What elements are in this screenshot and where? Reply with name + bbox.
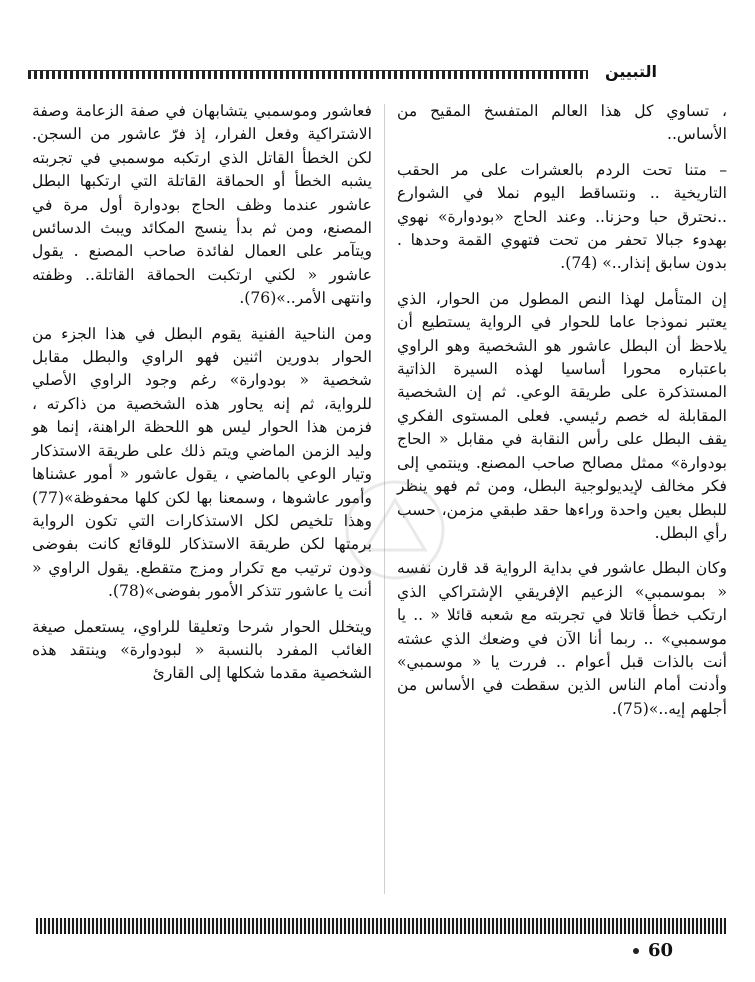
paragraph: وكان البطل عاشور في بداية الرواية قد قارن نفسه « بموسمبي» الزعيم الإفريقي الإشتراكي الذي ارتكب خطأ قاتلا في تجربته مع شعبه قائلا « .. يا موسمبي» .. ربما أنا الآن في وضعك الذي عشته أنت بالذات قبل أعوام .. فررت يا « موسمبي» وأدنت أمام الناس الذين سقطت في الأساس من أجلهم إيه..»(75). [397,559,727,718]
paragraph: فعاشور وموسمبي يتشابهان في صفة الزعامة وصفة الاشتراكية وفعل الفرار، إذ فرّ عاشور من السجن. لكن الخطأ القاتل الذي ارتكبه موسمبي في تجربته يشبه الخطأ أو الحماقة القاتلة التي ارتكبها البطل عاشور عندما وظف الحاج بودوارة أول مرة في المصنع، ومن ثم بدأ ينسج المكائد ويبث الدسائس ويتآمر على العمال لفائدة صاحب المصنع . يقول عاشور « لكني ارتكبت الحماقة القاتلة.. وظفته وانتهى الأمر..»(76). [32,102,372,308]
paragraph: ومن الناحية الفنية يقوم البطل في هذا الجزء من الحوار بدورين اثنين فهو الراوي والبطل مقابل شخصية « بودوارة» رغم وجود الراوي الأصلي للرواية، ثم إنه يحاور هذه الشخصية من ذاكرته ، فزمن هذا الحوار ليس هو اللحظة الراهنة، إنما هو وليد الزمن الماضي ويتم ذلك على طريقة الاستذكار وتيار الوعي بالماضي ، يقول عاشور « أمور عشناها وأمور عاشوها ، وسمعنا بها لكن كلها محفوظة»(77) وهذا تلخيص لكل الاستذكارات التي تكون الرواية برمتها لكن طريقة الاستذكار للوقائع كانت بفوضى ودون ترتيب مع تكرار ومزج متقطع. يقول الراوي « أنت يا عاشور تتذكر الأمور بفوضى»(78). [32,324,372,601]
page-number: 60 [648,940,674,961]
right-text-column [397,100,727,733]
paragraph: ويتخلل الحوار شرحا وتعليقا للراوي، يستعمل صيغة الغائب المفرد بالنسبة « لبودوارة» وينتقد هذه الشخصية مقدما شكلها إلى القارئ [32,617,372,683]
running-header-title: التبيين [604,62,657,81]
footer-rule [36,918,726,934]
paragraph: إن المتأمل لهذا النص المطول من الحوار، الذي يعتبر نموذجا عاما للحوار في الرواية يستطيع أن يلاحظ أن البطل عاشور هو الشخصية وهو الراوي باعتباره محورا أساسيا لهذه السيرة الذاتية المستذكرة على طريقة الوعي. ثم إن الشخصية المقابلة له خصم رئيسي. فعلى المستوى الفكري يقف البطل على رأس النقابة في مقابل « الحاج بودوارة» ممثل مصالح صاحب المصنع. وينتمي إلى فكر مخالف لإيديولوجية البطل، ومن ثم فهو ينظر للبطل بعين واحدة وراءها حقد طبقي مزمن، حسب رأي البطل. [397,289,727,542]
page-number-dot [633,948,639,954]
paragraph: ، تساوي كل هذا العالم المتفسخ المقيح من الأساس.. [397,102,727,144]
paragraph: – متنا تحت الردم بالعشرات على مر الحقب التاريخية .. ونتساقط اليوم نملا في الشوارع ..نحترق حبا وحزنا.. وعند الحاج «بودوارة» نهوي بهدوء جبالا تحفر من تحت فتهوي القمة وحدها . بدون سابق إنذار..» (74). [397,160,727,273]
column-divider [384,104,385,894]
header-rule [28,70,588,79]
left-text-column [32,100,372,698]
